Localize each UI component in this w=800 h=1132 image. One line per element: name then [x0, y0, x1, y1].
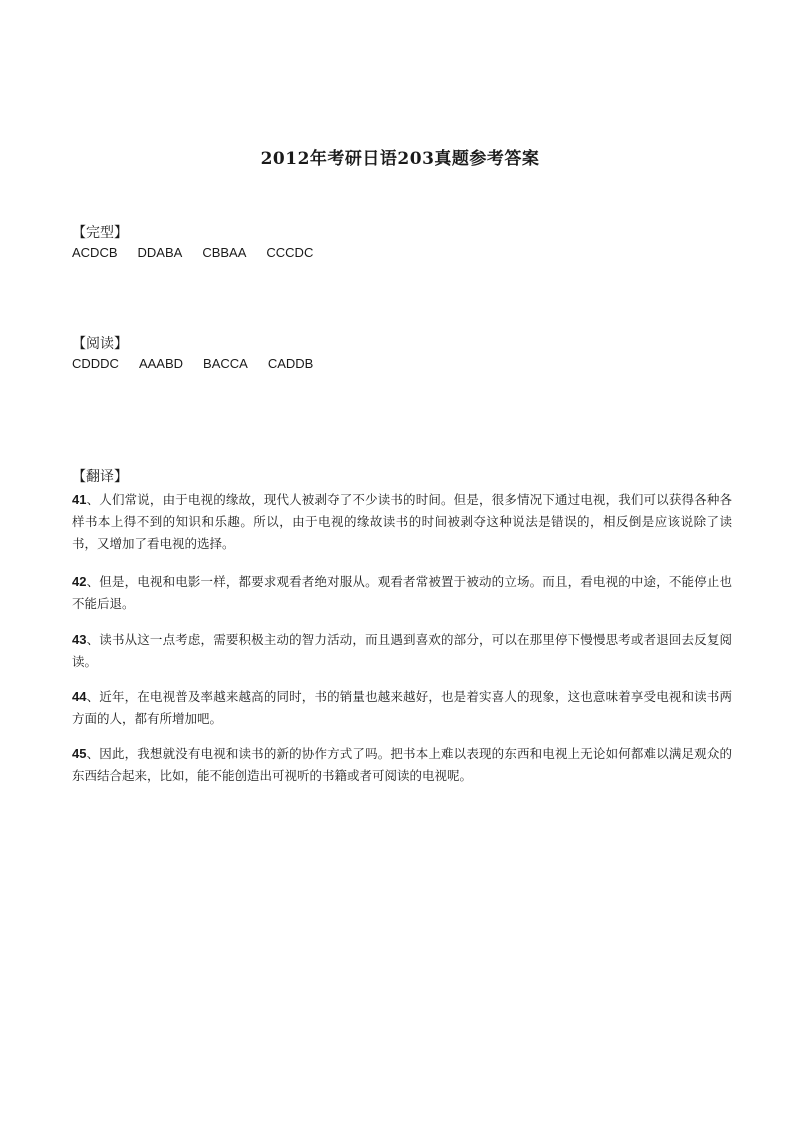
cloze-answer-group: DDABA — [137, 245, 183, 260]
translation-item — [72, 743, 732, 787]
reading-answer-group: BACCA — [203, 356, 248, 371]
cloze-answers — [72, 243, 732, 263]
translation-item — [72, 629, 732, 673]
item-text: 、读书从这一点考虑，需要积极主动的智力活动，而且遇到喜欢的部分，可以在那里停下慢慢思考或者退回去反复阅读。 — [72, 632, 732, 669]
translation-section — [72, 467, 732, 487]
translation-heading: 【翻译】 — [72, 469, 128, 485]
item-number: 43 — [72, 632, 87, 647]
item-number: 41 — [72, 492, 87, 507]
item-number: 42 — [72, 574, 87, 589]
reading-answer-group: CADDB — [267, 356, 314, 371]
item-text: 、因此，我想就没有电视和读书的新的协作方式了吗。把书本上难以表现的东西和电视上无论如何都难以满足观众的东西结合起来，比如，能不能创造出可视听的书籍或者可阅读的电视呢。 — [72, 746, 732, 783]
item-number: 45 — [72, 746, 87, 761]
cloze-answer-group: ACDCB — [72, 245, 118, 260]
reading-section — [72, 334, 732, 374]
page-title: 2012年考研日语203真题参考答案 — [260, 149, 540, 169]
reading-answer-group: AAABD — [138, 356, 184, 371]
reading-heading: 【阅读】 — [72, 336, 128, 352]
cloze-section — [72, 223, 732, 263]
reading-answers — [72, 354, 732, 374]
cloze-answer-group: CBBAA — [202, 245, 247, 260]
reading-answer-group: CDDDC — [72, 356, 119, 371]
cloze-heading: 【完型】 — [72, 225, 128, 241]
translation-item — [72, 571, 732, 615]
item-number: 44 — [72, 689, 87, 704]
translation-item — [72, 686, 732, 730]
item-text: 、但是，电视和电影一样，都要求观看者绝对服从。观看者常被置于被动的立场。而且，看电视的中途，不能停止也不能后退。 — [72, 574, 732, 611]
cloze-answer-group: CCCDC — [266, 245, 314, 260]
translation-item — [72, 489, 732, 555]
item-text: 、近年，在电视普及率越来越高的同时，书的销量也越来越好，也是着实喜人的现象，这也意味着享受电视和读书两方面的人，都有所增加吧。 — [72, 689, 732, 726]
item-text: 、人们常说，由于电视的缘故，现代人被剥夺了不少读书的时间。但是，很多情况下通过电视，我们可以获得各种各样书本上得不到的知识和乐趣。所以，由于电视的缘故读书的时间被剥夺这种说法是错误的，相反倒是应该说除了读书，又增加了看电视的选择。 — [72, 492, 732, 551]
